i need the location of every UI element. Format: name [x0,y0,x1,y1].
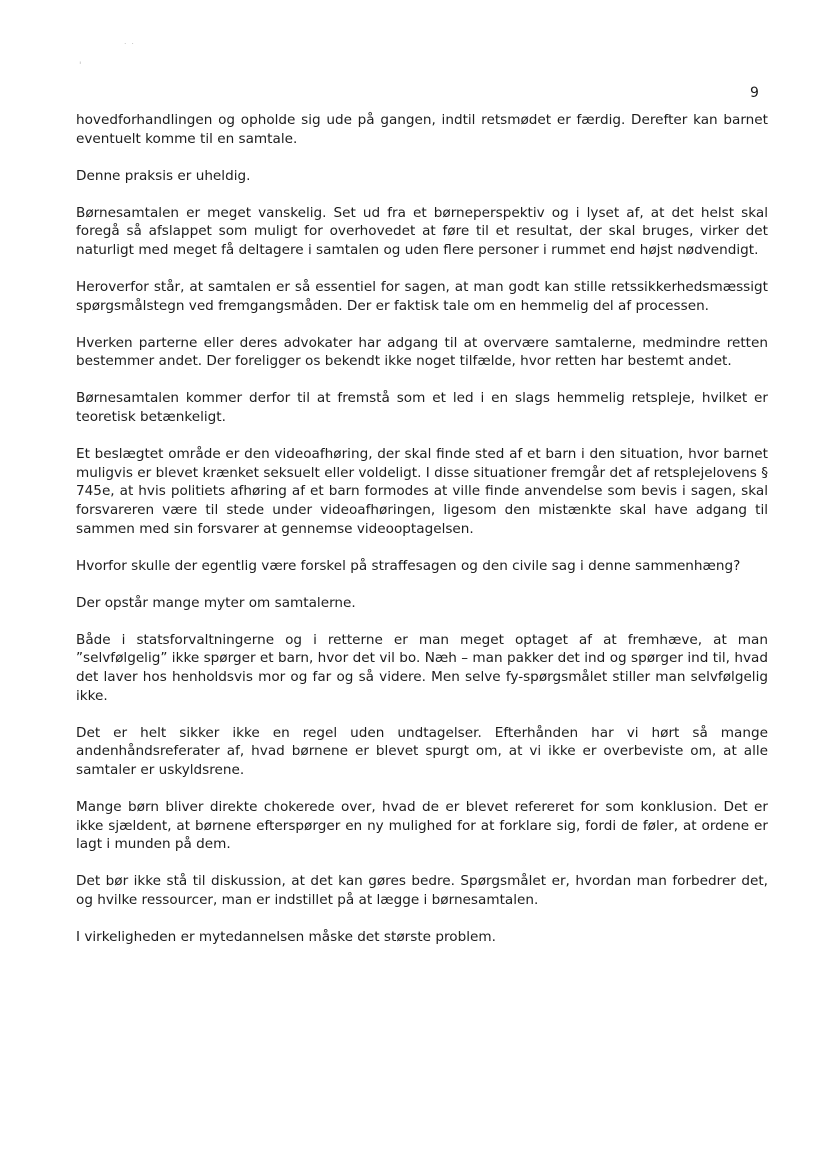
scan-artifact-mark: ˙ ˙ [123,43,135,53]
paragraph: hovedforhandlingen og opholde sig ude på gangen, indtil retsmødet er færdig. Derefter kan barnet eventuelt komme til en samtale. [76,112,768,147]
paragraph: Både i statsforvaltningerne og i retterne er man meget optaget af at fremhæve, at man ”selvfølgelig” ikke spørger et barn, hvor det vil bo. Næh – man pakker det ind og spørger ind til, hvad det laver hos henholdsvis mor og far og så videre. Men selve fy-spørgsmålet stiller man selvfølgelig ikke. [76,631,768,704]
page-number: 9 [750,85,759,101]
paragraph: Hverken parterne eller deres advokater har adgang til at overvære samtalerne, medmindre retten bestemmer andet. Der foreligger os bekendt ikke noget tilfælde, hvor retten har bestemt andet. [76,334,768,370]
paragraph: Det bør ikke stå til diskussion, at det kan gøres bedre. Spørgsmålet er, hvordan man forbedrer det, og hvilke ressourcer, man er indstillet på at lægge i børnesamtalen. [76,873,768,908]
paragraph: Heroverfor står, at samtalen er så essentiel for sagen, at man godt kan stille retssikkerhedsmæssigt spørgsmålstegn ved fremgangsmåden. Der er faktisk tale om en hemmelig del af processen. [76,279,768,314]
paragraph: I virkeligheden er mytedannelsen måske det største problem. [76,928,496,945]
scan-artifact-mark: ' [79,61,82,71]
paragraph: Et beslægtet område er den videoafhøring, der skal finde sted af et barn i den situation, hvor barnet muligvis er blevet krænket seksuelt eller voldeligt. I disse situationer fremgår det af retsplejelovens § 745e, at hvis politiets afhøring af et barn formodes at ville finde anvendelse som bevis i sagen, skal forsvareren være til stede under videoafhøringen, ligesom den mistænkte skal have adgang til sammen med sin forsvarer at gennemse videooptagelsen. [76,446,768,537]
paragraph: Mange børn bliver direkte chokerede over, hvad de er blevet refereret for som konklusion. Det er ikke sjældent, at børnene efterspørger en ny mulighed for at forklare sig, fordi de føler, at ordene er lagt i munden på dem. [76,798,768,853]
document-body [76,111,768,965]
paragraph: Hvorfor skulle der egentlig være forskel på straffesagen og den civile sag i denne sammenhæng? [76,557,741,574]
paragraph: Børnesamtalen er meget vanskelig. Set ud fra et børneperspektiv og i lyset af, at det helst skal foregå så afslappet som muligt for overhovedet at føre til et resultat, der skal bruges, virker det naturligt med meget få deltagere i samtalen og uden flere personer i rummet end højst nødvendigt. [76,204,768,258]
paragraph: Denne praksis er uheldig. [76,167,251,184]
paragraph: Der opstår mange myter om samtalerne. [76,594,356,611]
paragraph: Børnesamtalen kommer derfor til at fremstå som et led i en slags hemmelig retspleje, hvilket er teoretisk betænkeligt. [76,390,768,426]
paragraph: Det er helt sikker ikke en regel uden undtagelser. Efterhånden har vi hørt så mange andenhåndsreferater af, hvad børnene er blevet spurgt om, at vi ikke er overbeviste om, at alle samtaler er uskyldsrene. [76,724,768,778]
